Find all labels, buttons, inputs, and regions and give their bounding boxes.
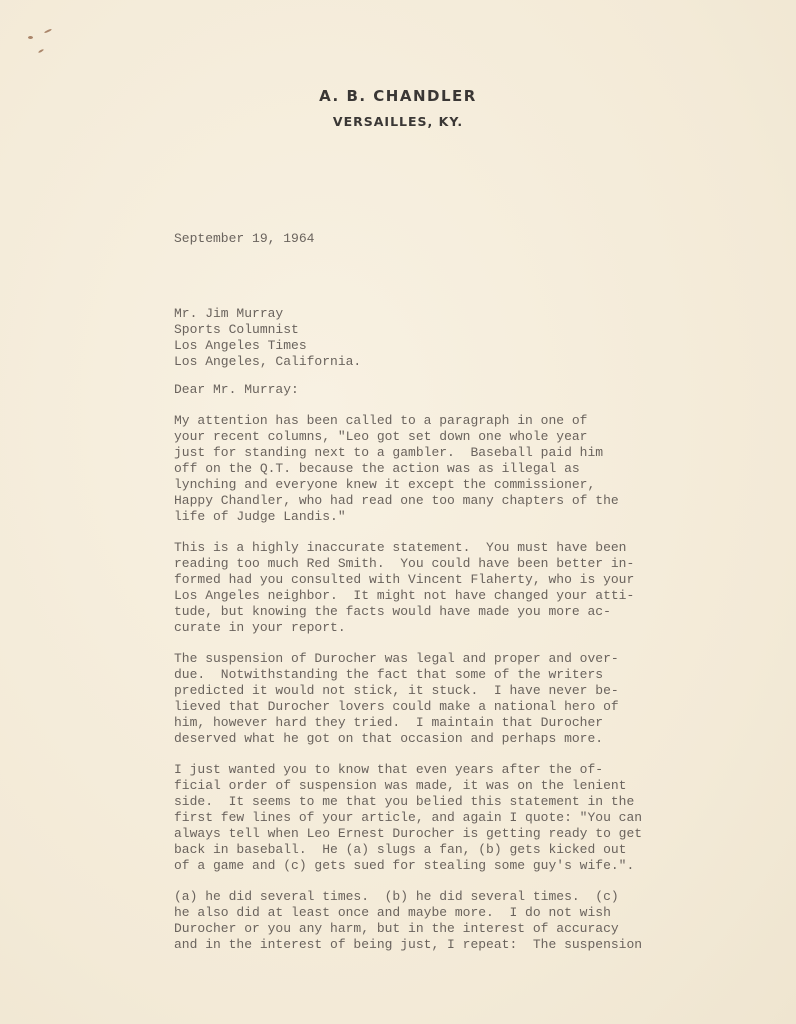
text-line: tude, but knowing the facts would have made you more ac- — [174, 604, 611, 619]
letter-body — [174, 231, 774, 968]
text-line: predicted it would not stick, it stuck. I have never be- — [174, 683, 619, 698]
text-line: first few lines of your article, and again I quote: "You can — [174, 810, 643, 825]
text-line: always tell when Leo Ernest Durocher is getting ready to get — [174, 826, 643, 841]
text-line: (a) he did several times. (b) he did several times. (c) — [174, 889, 619, 904]
text-line: The suspension of Durocher was legal and proper and over- — [174, 651, 619, 666]
text-line: Happy Chandler, who had read one too many chapters of the — [174, 493, 619, 508]
paragraph-4 — [174, 762, 774, 874]
text-line: your recent columns, "Leo got set down one whole year — [174, 429, 588, 444]
paragraph-2 — [174, 540, 774, 636]
letterhead-name: A. B. CHANDLER — [319, 87, 477, 105]
stain-mark — [38, 49, 44, 54]
paragraph-3 — [174, 651, 774, 747]
paragraph-1 — [174, 413, 774, 525]
text-line: side. It seems to me that you belied this statement in the — [174, 794, 635, 809]
text-line: off on the Q.T. because the action was as illegal as — [174, 461, 580, 476]
text-line: lieved that Durocher lovers could make a national hero of — [174, 699, 619, 714]
text-line: of a game and (c) gets sued for stealing some guy's wife.". — [174, 858, 635, 873]
text-line: curate in your report. — [174, 620, 346, 635]
paragraph-5 — [174, 889, 774, 953]
text-line: he also did at least once and maybe more. I do not wish — [174, 905, 611, 920]
text-line: formed had you consulted with Vincent Flaherty, who is your — [174, 572, 635, 587]
salutation: Dear Mr. Murray: — [174, 382, 299, 397]
stain-mark — [44, 28, 52, 33]
text-line: him, however hard they tried. I maintain that Durocher — [174, 715, 604, 730]
text-line: Durocher or you any harm, but in the interest of accuracy — [174, 921, 619, 936]
text-line: My attention has been called to a paragraph in one of — [174, 413, 588, 428]
text-line: Los Angeles neighbor. It might not have changed your atti- — [174, 588, 635, 603]
address-line: Los Angeles, California. — [174, 354, 362, 369]
text-line: due. Notwithstanding the fact that some of the writers — [174, 667, 604, 682]
text-line: deserved what he got on that occasion and perhaps more. — [174, 731, 604, 746]
text-line: just for standing next to a gambler. Baseball paid him — [174, 445, 604, 460]
text-line: life of Judge Landis." — [174, 509, 346, 524]
text-line: This is a highly inaccurate statement. You must have been — [174, 540, 627, 555]
salutation-block — [174, 382, 774, 398]
address-line: Los Angeles Times — [174, 338, 307, 353]
text-line: ficial order of suspension was made, it was on the lenient — [174, 778, 627, 793]
recipient-address — [174, 306, 774, 370]
letter-date: September 19, 1964 — [174, 231, 315, 246]
letterhead-place: VERSAILLES, KY. — [332, 114, 464, 129]
text-line: back in baseball. He (a) slugs a fan, (b) gets kicked out — [174, 842, 627, 857]
letter-date-block — [174, 231, 774, 247]
address-line: Sports Columnist — [174, 322, 299, 337]
stain-mark — [28, 36, 33, 39]
text-line: and in the interest of being just, I repeat: The suspension — [174, 937, 643, 952]
text-line: I just wanted you to know that even years after the of- — [174, 762, 604, 777]
text-line: lynching and everyone knew it except the commissioner, — [174, 477, 596, 492]
address-line: Mr. Jim Murray — [174, 306, 284, 321]
text-line: reading too much Red Smith. You could have been better in- — [174, 556, 635, 571]
